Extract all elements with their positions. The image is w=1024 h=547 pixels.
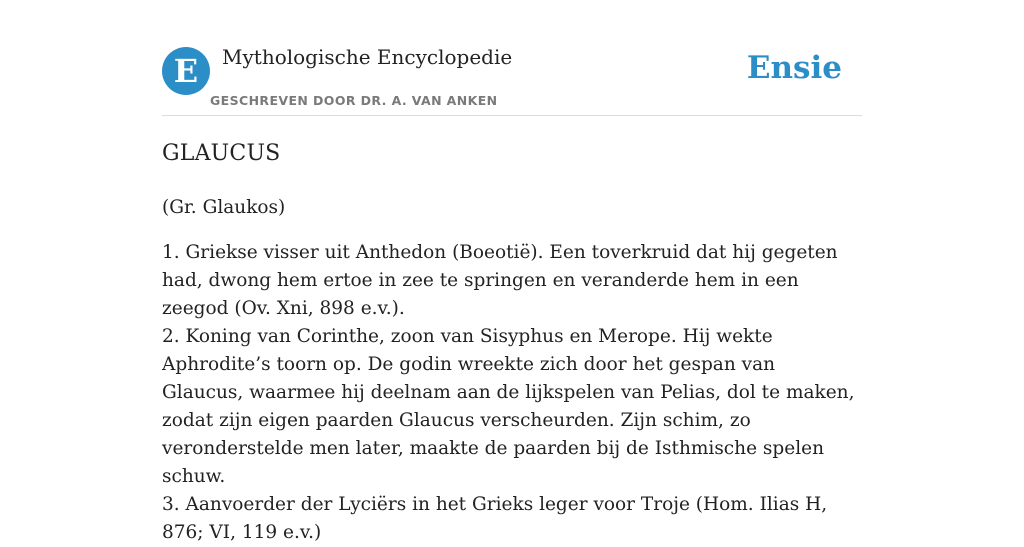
- entry-paragraph-3: 3. Aanvoerder der Lyciërs in het Grieks leger voor Troje (Hom. Ilias H, 876; VI, 119 e.v.): [162, 494, 828, 543]
- entry-subtitle: (Gr. Glaukos): [162, 197, 286, 218]
- entry-title: GLAUCUS: [162, 141, 281, 166]
- ensie-brand-logo[interactable]: Ensie: [746, 50, 842, 86]
- page: [162, 0, 862, 543]
- entry-paragraph-1: 1. Griekse visser uit Anthedon (Boeotië). Een toverkruid dat hij gegeten had, dwong hem ertoe in zee te springen en veranderde hem in een zeegod (Ov. Xni, 898 e.v.).: [162, 242, 838, 319]
- entry-body: [162, 239, 862, 547]
- entry-paragraph-2: 2. Koning van Corinthe, zoon van Sisyphus en Merope. Hij wekte Aphrodite’s toorn op. De godin wreekte zich door het gespan van Glaucus, waarmee hij deelnam aan de lijkspelen van Pelias, dol te maken, zodat zijn eigen paarden Glaucus verscheurden. Zijn schim, zo veronderstelde men later, maakte de paarden bij de Isthmische spelen schuw.: [162, 326, 855, 487]
- book-logo-icon[interactable]: E: [162, 47, 210, 95]
- book-title-link[interactable]: Mythologische Encyclopedie: [222, 45, 513, 69]
- site-header: [162, 0, 862, 116]
- author-line: GESCHREVEN DOOR DR. A. VAN ANKEN: [210, 93, 498, 108]
